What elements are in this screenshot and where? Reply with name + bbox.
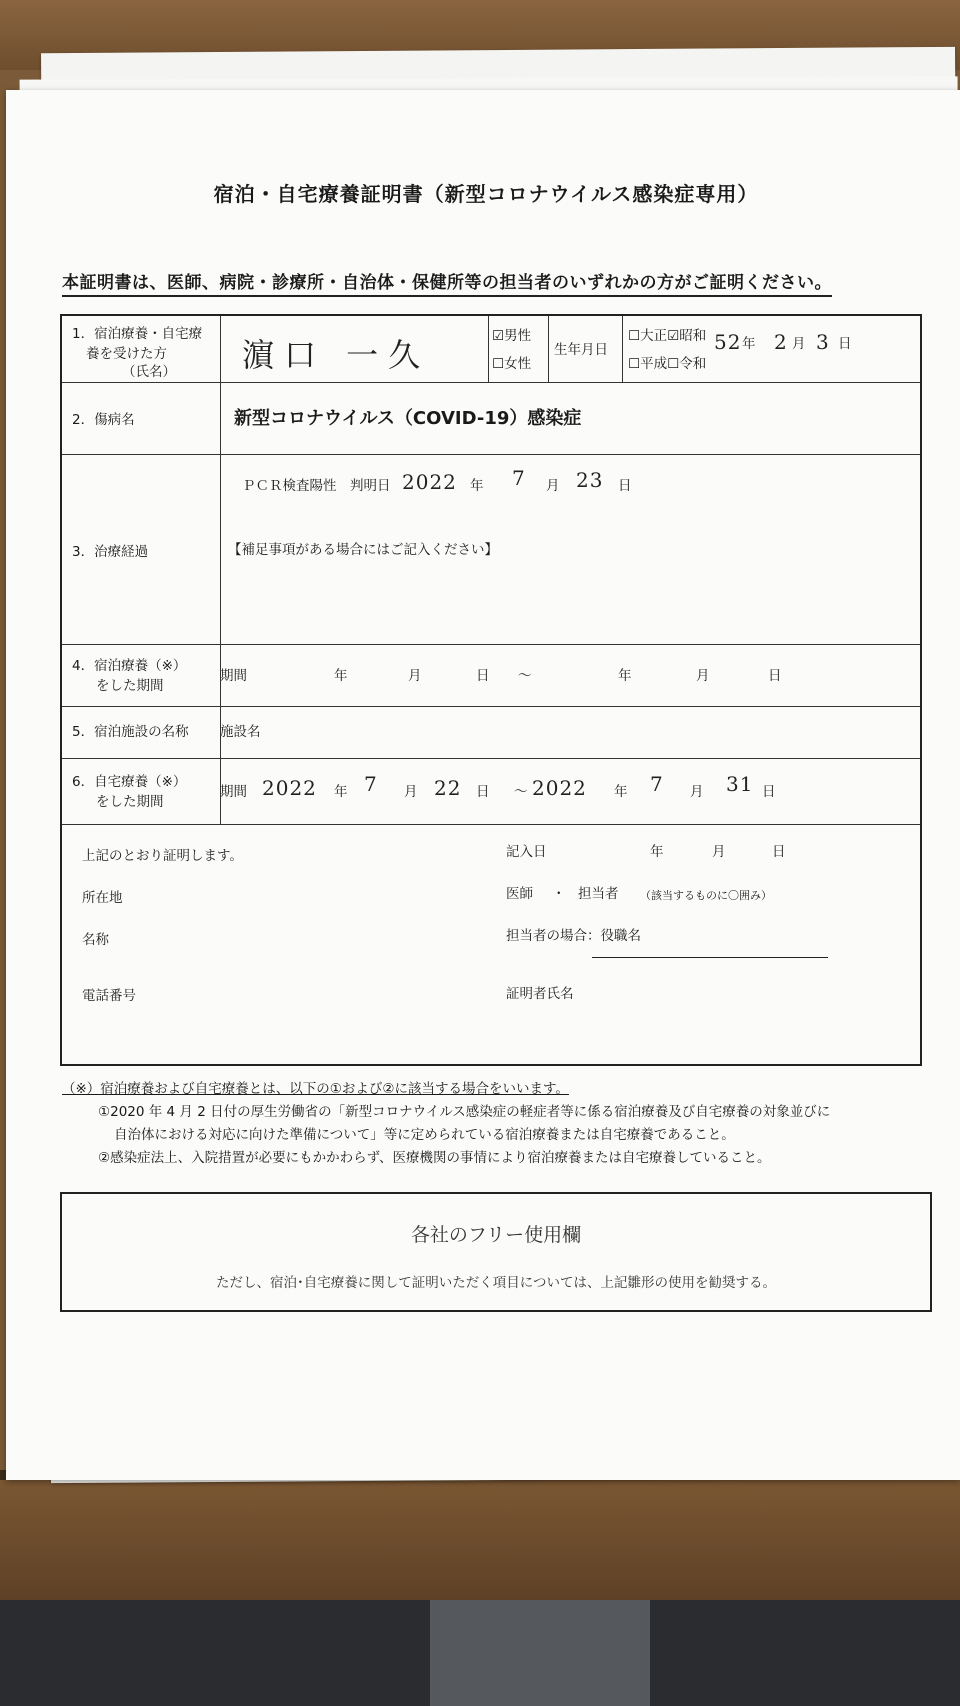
era-checkbox-row2[interactable]: ☐平成☐令和 [628, 356, 707, 372]
dob-day-handwritten: 3 [816, 330, 830, 354]
row6-tilde: ～ [514, 784, 528, 800]
dob-month-handwritten: 2 [774, 330, 788, 354]
male-checkbox[interactable]: ☑男性 [492, 328, 532, 344]
dob-day-unit: 日 [838, 336, 852, 352]
staff-option: 担当者 [578, 886, 619, 902]
free-use-box [60, 1192, 932, 1312]
row6-label-line1: 6．自宅療養（※） [72, 774, 187, 790]
doctor-option: 医師 [506, 886, 533, 902]
era-checkbox-row1[interactable]: ☐大正☑昭和 [628, 328, 707, 344]
free-use-title: 各社のフリー使用欄 [410, 1224, 582, 1246]
dob-year-unit: 年 [742, 336, 756, 352]
pcr-month-handwritten: 7 [512, 466, 526, 490]
footnote-item-2: ②感染症法上、入院措置が必要にもかかわらず、医療機関の事情により宿泊療養または自宅療養していること。 [98, 1150, 771, 1166]
home-end-year-handwritten: 2022 [532, 776, 587, 800]
entry-date-label: 記入日 [506, 844, 547, 860]
home-start-month-handwritten: 7 [364, 772, 378, 796]
row4-end-day: 日 [768, 668, 782, 684]
home-start-month-unit: 月 [404, 784, 418, 800]
female-checkbox[interactable]: ☐女性 [492, 356, 532, 372]
row4-end-year: 年 [618, 668, 632, 684]
footnote-definition: （※）宿泊療養および自宅療養とは、以下の①および②に該当する場合をいいます。 [62, 1081, 569, 1097]
row4-tilde: ～ [518, 668, 532, 684]
entry-day-unit: 日 [772, 844, 786, 860]
row1-label-line3: （氏名） [122, 364, 176, 380]
circle-instruction: （該当するものに〇囲み） [640, 889, 772, 902]
home-start-year-handwritten: 2022 [262, 776, 317, 800]
staff-title-label: 担当者の場合：役職名 [506, 928, 641, 944]
pcr-year-unit: 年 [470, 478, 484, 494]
row1-label-line2: 養を受けた方 [86, 346, 167, 362]
row4-start-month: 月 [408, 668, 422, 684]
home-start-year-unit: 年 [334, 784, 348, 800]
home-end-month-unit: 月 [690, 784, 704, 800]
patient-name-handwritten: 濵口 一久 [242, 336, 431, 374]
certifier-name-label: 証明者氏名 [506, 986, 574, 1002]
row2-label: 2．傷病名 [72, 412, 135, 428]
desk-background-bottom [0, 1480, 960, 1600]
home-end-day-handwritten: 31 [726, 772, 754, 796]
home-start-day-unit: 日 [476, 784, 490, 800]
entry-year-unit: 年 [650, 844, 664, 860]
row4-label-line1: 4．宿泊療養（※） [72, 658, 187, 674]
entry-month-unit: 月 [712, 844, 726, 860]
footnotes [62, 1078, 942, 1170]
row5-label: 5．宿泊施設の名称 [72, 724, 189, 740]
location-label: 所在地 [82, 890, 123, 906]
footnote-item-1: ①2020 年 4 月 2 日付の厚生労働省の「新型コロナウイルス感染症の軽症者等に係る宿泊療養及び自宅療養の対象並びに [98, 1104, 831, 1120]
pcr-label: ＰＣＲ検査陽性 判明日 [242, 478, 391, 494]
free-use-note: ただし、宿泊･自宅療養に関して証明いただく項目については、上記雛形の使用を勧奨する。 [216, 1275, 776, 1291]
row6-period-label: 期間 [220, 784, 247, 800]
dob-label: 生年月日 [554, 342, 608, 358]
pcr-year-handwritten: 2022 [402, 470, 457, 494]
home-start-day-handwritten: 22 [434, 776, 462, 800]
dob-year-handwritten: 52 [714, 330, 742, 354]
document-title: 宿泊・自宅療養証明書（新型コロナウイルス感染症専用） [213, 182, 759, 206]
phone-label: 電話番号 [82, 988, 136, 1004]
certify-statement: 上記のとおり証明します。 [82, 848, 243, 864]
row1-label-line1: 1．宿泊療養・自宅療 [72, 326, 203, 342]
row4-end-month: 月 [696, 668, 710, 684]
pcr-day-handwritten: 23 [576, 468, 604, 492]
certificate-form [60, 314, 922, 1066]
disease-name: 新型コロナウイルス（COVID-19）感染症 [234, 408, 582, 429]
signature-line [592, 957, 828, 958]
facility-name-label: 施設名 [220, 724, 261, 740]
certificate-sheet [6, 90, 960, 1480]
footnote-item-1-cont: 自治体における対応に向けた準備について」等に定められている宿泊療養または自宅療養であること。 [114, 1127, 735, 1143]
row4-label-line2: をした期間 [96, 678, 164, 694]
row4-start-day: 日 [476, 668, 490, 684]
option-separator: ・ [552, 886, 566, 902]
row4-period-label: 期間 [220, 668, 247, 684]
org-name-label: 名称 [82, 932, 109, 948]
home-end-year-unit: 年 [614, 784, 628, 800]
home-end-day-unit: 日 [762, 784, 776, 800]
pcr-month-unit: 月 [546, 478, 560, 494]
notice-text: 本証明書は、医師、病院・診療所・自治体・保健所等の担当者のいずれかの方がご証明ください。 [62, 268, 832, 297]
row3-label: 3．治療経過 [72, 544, 149, 560]
dob-month-unit: 月 [792, 336, 806, 352]
row6-label-line2: をした期間 [96, 794, 164, 810]
home-end-month-handwritten: 7 [650, 772, 664, 796]
row4-start-year: 年 [334, 668, 348, 684]
pcr-day-unit: 日 [618, 478, 632, 494]
supplement-note: 【補足事項がある場合にはご記入ください】 [228, 542, 498, 558]
floor [0, 1600, 960, 1706]
